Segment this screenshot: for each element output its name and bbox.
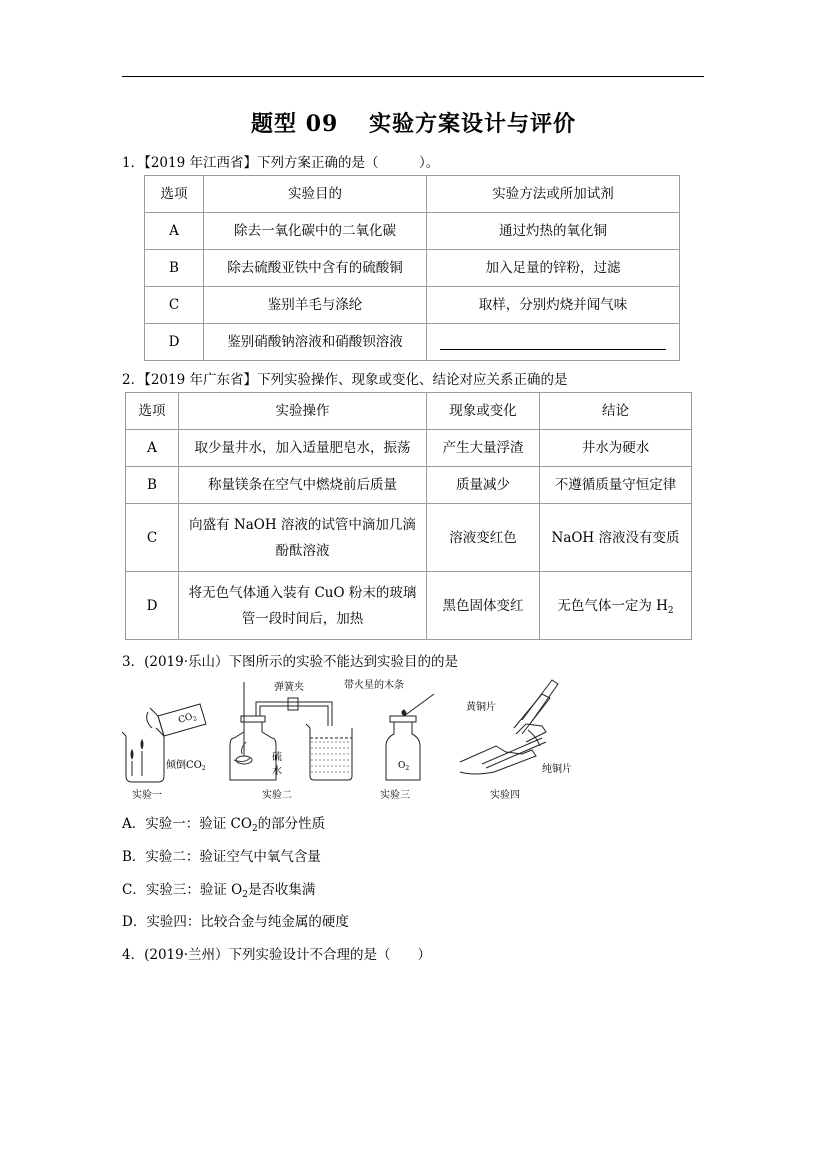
title-text: 实验方案设计与评价 xyxy=(368,111,576,137)
table-row xyxy=(145,324,680,361)
table-row xyxy=(145,250,680,287)
splint-label: 带火星的木条 xyxy=(344,680,404,691)
beaker-icon xyxy=(122,732,164,782)
table-row xyxy=(145,287,680,324)
table-cell: 鉴别羊毛与涤纶 xyxy=(204,287,427,324)
cell-line: 将无色气体通入装有 CuO 粉末的玻璃 xyxy=(188,584,417,601)
experiment-3-label: 实验三 xyxy=(380,790,410,801)
question-1-stem: 1．【2019 年江西省】下列方案正确的是（ ）。 xyxy=(122,155,440,171)
table-cell: 通过灼热的氧化铜 xyxy=(427,213,680,250)
table-cell: 除去硫酸亚铁中含有的硫酸铜 xyxy=(204,250,427,287)
question-1-table xyxy=(144,175,680,361)
wooden-splint-icon xyxy=(402,694,434,716)
table-cell: D xyxy=(126,572,179,640)
question-3-stem: 3．(2019·乐山）下图所示的实验不能达到实验目的的是 xyxy=(122,654,459,670)
subscript: 2 xyxy=(242,890,248,900)
option-a xyxy=(122,812,325,832)
answer-blank xyxy=(440,335,666,350)
table-cell: D xyxy=(145,324,204,361)
table-cell xyxy=(179,504,427,572)
table-header: 实验目的 xyxy=(204,176,427,213)
table-header: 现象或变化 xyxy=(427,393,540,430)
o2-label: $O_2$ xyxy=(398,761,410,772)
table-cell: 不遵循质量守恒定律 xyxy=(540,467,692,504)
experiment-2-label: 实验二 xyxy=(262,790,292,801)
table-cell: 质量减少 xyxy=(427,467,540,504)
option-d: D．实验四：比较合金与纯金属的硬度 xyxy=(122,914,349,930)
option-text: C．实验三：验证 O xyxy=(122,882,243,898)
table-header: 选项 xyxy=(145,176,204,213)
page-title xyxy=(0,107,827,138)
pour-co2-label: 倾倒$CO_2$ xyxy=(166,760,206,772)
subscript: 2 xyxy=(251,824,258,834)
option-text: 是否收集满 xyxy=(247,882,316,898)
hands-scratching-icon xyxy=(460,680,558,774)
gas-bottle-icon xyxy=(230,682,276,780)
table-cell: C xyxy=(126,504,179,572)
experiment-4-label: 实验四 xyxy=(490,790,520,801)
option-b: B．实验二：验证空气中氧气含量 xyxy=(122,849,321,865)
table-cell: A xyxy=(145,213,204,250)
title-number: 09 xyxy=(305,111,339,137)
table-header: 结论 xyxy=(540,393,692,430)
table-row xyxy=(126,504,692,572)
brass-label: 黄铜片 xyxy=(466,702,496,713)
tube-and-clamp-icon xyxy=(256,698,332,726)
option-text: A．实验一：验证 CO xyxy=(122,816,252,832)
experiment-figure xyxy=(122,676,602,806)
water-label-1: 硫 xyxy=(272,752,282,763)
table-row xyxy=(145,213,680,250)
table-cell-blank xyxy=(427,324,680,361)
table-cell: 取少量井水，加入适量肥皂水，振荡 xyxy=(179,430,427,467)
candle-icon xyxy=(131,740,143,759)
table-cell: A xyxy=(126,430,179,467)
experiment-1-label: 实验一 xyxy=(132,790,162,801)
option-c xyxy=(122,878,315,898)
table-row xyxy=(126,430,692,467)
co2-label: $CO_2$ xyxy=(177,712,198,726)
cell-line: 向盛有 NaOH 溶液的试管中滴加几滴 xyxy=(189,516,416,533)
cell-line: 酚酞溶液 xyxy=(275,542,330,559)
table-row xyxy=(126,572,692,640)
question-2-table xyxy=(125,392,692,640)
question-2-stem: 2．【2019 年广东省】下列实验操作、现象或变化、结论对应关系正确的是 xyxy=(122,372,568,388)
table-cell: 鉴别硝酸钠溶液和硝酸钡溶液 xyxy=(204,324,427,361)
option-text: 的部分性质 xyxy=(257,816,326,832)
table-cell: 称量镁条在空气中燃烧前后质量 xyxy=(179,467,427,504)
table-cell: B xyxy=(126,467,179,504)
table-cell: 加入足量的锌粉，过滤 xyxy=(427,250,680,287)
cell-text: 无色气体一定为 H xyxy=(557,597,668,614)
cell-line: 管一段时间后，加热 xyxy=(241,610,364,627)
table-header: 实验方法或所加试剂 xyxy=(427,176,680,213)
water-label-2: 水 xyxy=(272,766,282,777)
table-cell: 溶液变红色 xyxy=(427,504,540,572)
table-cell: C xyxy=(145,287,204,324)
table-cell: 除去一氧化碳中的二氧化碳 xyxy=(204,213,427,250)
table-cell: 黑色固体变红 xyxy=(427,572,540,640)
table-header: 实验操作 xyxy=(179,393,427,430)
table-cell: 产生大量浮渣 xyxy=(427,430,540,467)
table-cell: B xyxy=(145,250,204,287)
water-beaker-icon xyxy=(306,724,352,780)
table-row xyxy=(126,467,692,504)
table-cell: 取样，分别灼烧并闻气味 xyxy=(427,287,680,324)
table-header: 选项 xyxy=(126,393,179,430)
subscript: 2 xyxy=(667,605,674,616)
table-cell: 井水为硬水 xyxy=(540,430,692,467)
table-cell: NaOH 溶液没有变质 xyxy=(540,504,692,572)
header-rule xyxy=(122,76,704,77)
copper-label: 纯铜片 xyxy=(542,764,572,775)
table-cell xyxy=(179,572,427,640)
question-4-stem: 4．(2019·兰州）下列实验设计不合理的是（ ） xyxy=(122,947,432,963)
table-cell xyxy=(540,572,692,640)
title-label: 题型 xyxy=(251,111,298,137)
spring-clip-label: 弹簧夹 xyxy=(274,682,304,693)
